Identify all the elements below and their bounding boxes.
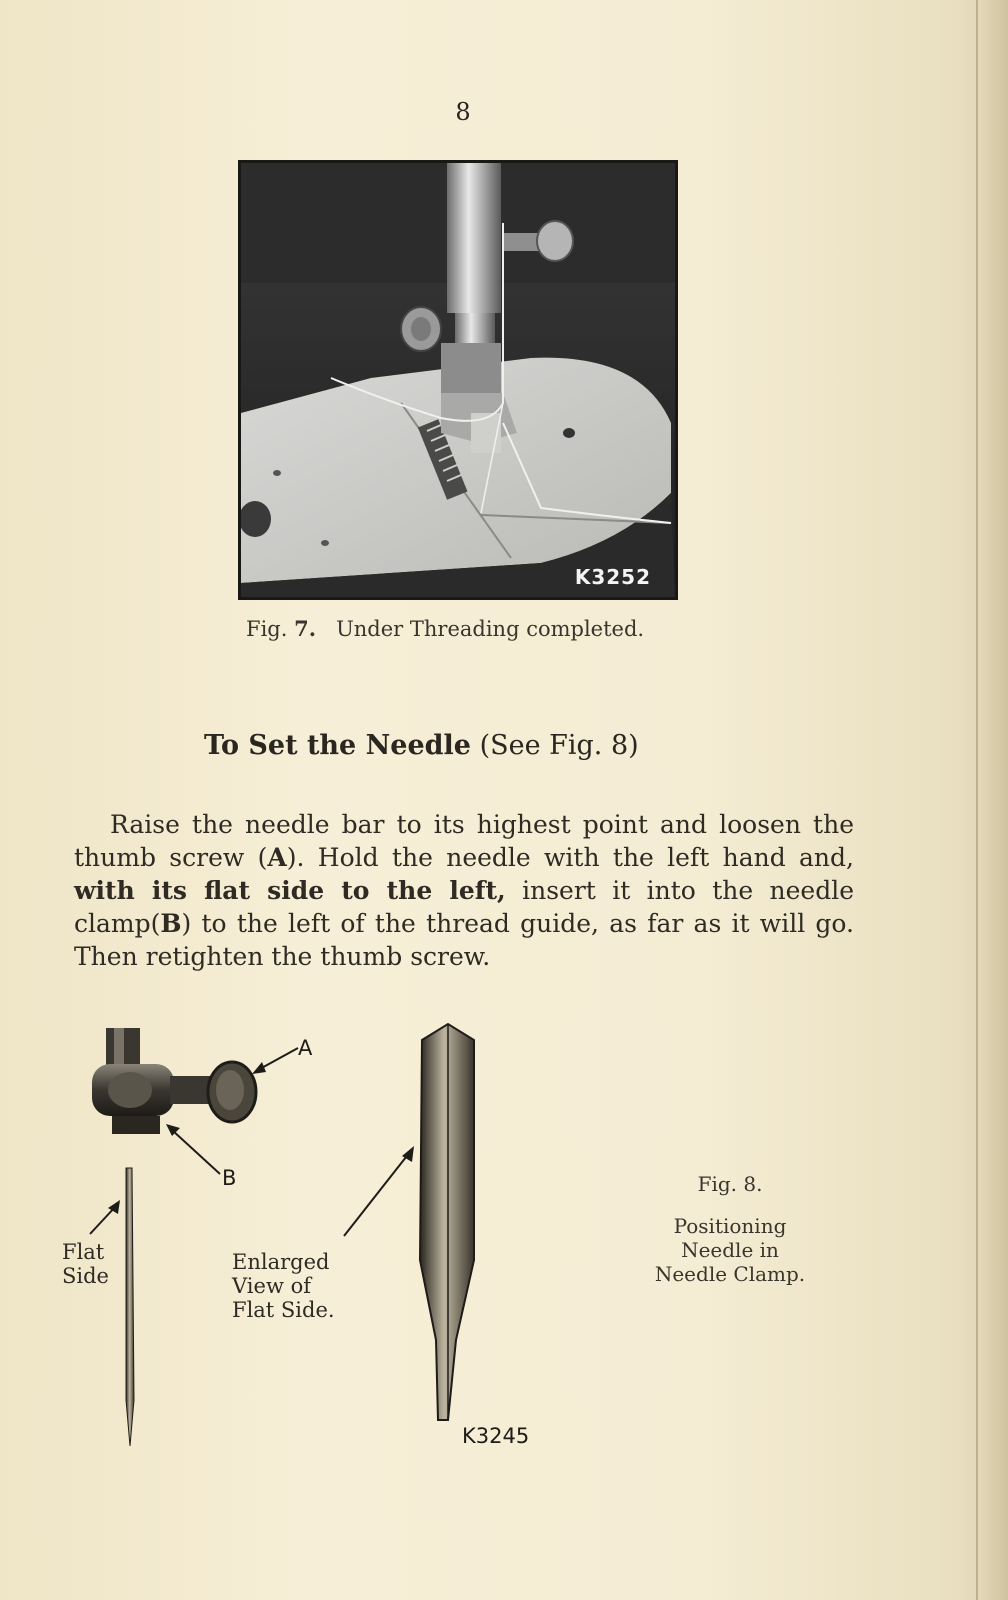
arrow-enlarged: [344, 1152, 410, 1236]
figure-8-line-3: Needle Clamp.: [654, 1262, 806, 1286]
enlarged-needle: [420, 1024, 474, 1420]
label-b: B: [222, 1166, 237, 1190]
label-enlarged-line-3: Flat Side.: [232, 1298, 335, 1322]
sewing-machine-photo: [241, 163, 675, 597]
label-flat-side-line-2: Side: [62, 1264, 109, 1288]
section-heading: [204, 730, 824, 761]
figure-8-line-2: Needle in: [681, 1238, 779, 1262]
label-enlarged-view: [232, 1250, 335, 1322]
figure-8-caption: [640, 1172, 820, 1286]
arrow-a: [258, 1048, 298, 1070]
paragraph-part-3: insert it into the needle clamp(: [74, 876, 854, 938]
paragraph-emphasis: with its flat side to the left,: [74, 876, 506, 905]
figure-8-title: Fig. 8.: [697, 1172, 763, 1196]
paragraph-label-a: A: [267, 843, 287, 872]
arrow-b: [172, 1130, 220, 1174]
figure-7-caption-text: Under Threading completed.: [336, 617, 645, 641]
figure-7-photo: [238, 160, 678, 600]
label-flat-side-line-1: Flat: [62, 1240, 105, 1264]
label-flat-side: [62, 1240, 109, 1288]
needle-clamp-drawing: [92, 1028, 256, 1134]
heading-bold: To Set the Needle: [204, 730, 471, 761]
label-enlarged-line-2: View of: [232, 1274, 312, 1298]
paragraph-part-1: Raise the needle bar to its highest point and loosen the thumb screw (: [74, 810, 854, 872]
figure-8-code: K3245: [462, 1424, 530, 1448]
figure-7-caption: [246, 616, 746, 641]
paragraph-label-b: B: [160, 909, 182, 938]
paragraph-part-2: ). Hold the needle with the left hand and,: [286, 843, 854, 872]
figure-7-code: K3252: [574, 565, 651, 589]
figure-7-caption-number: 7.: [294, 616, 317, 641]
figure-8-line-1: Positioning: [673, 1214, 787, 1238]
page-number: 8: [455, 98, 471, 126]
label-enlarged-line-1: Enlarged: [232, 1250, 330, 1274]
label-a: A: [298, 1036, 313, 1060]
instruction-paragraph: [74, 808, 854, 973]
paragraph-part-4: ) to the left of the thread guide, as far as it will go. Then retighten the thumb screw.: [74, 909, 854, 971]
heading-reference: (See Fig. 8): [479, 730, 639, 761]
small-needle: [126, 1168, 134, 1446]
figure-7-caption-prefix: Fig.: [246, 617, 288, 641]
figure-8-drawing: [0, 1010, 1008, 1470]
